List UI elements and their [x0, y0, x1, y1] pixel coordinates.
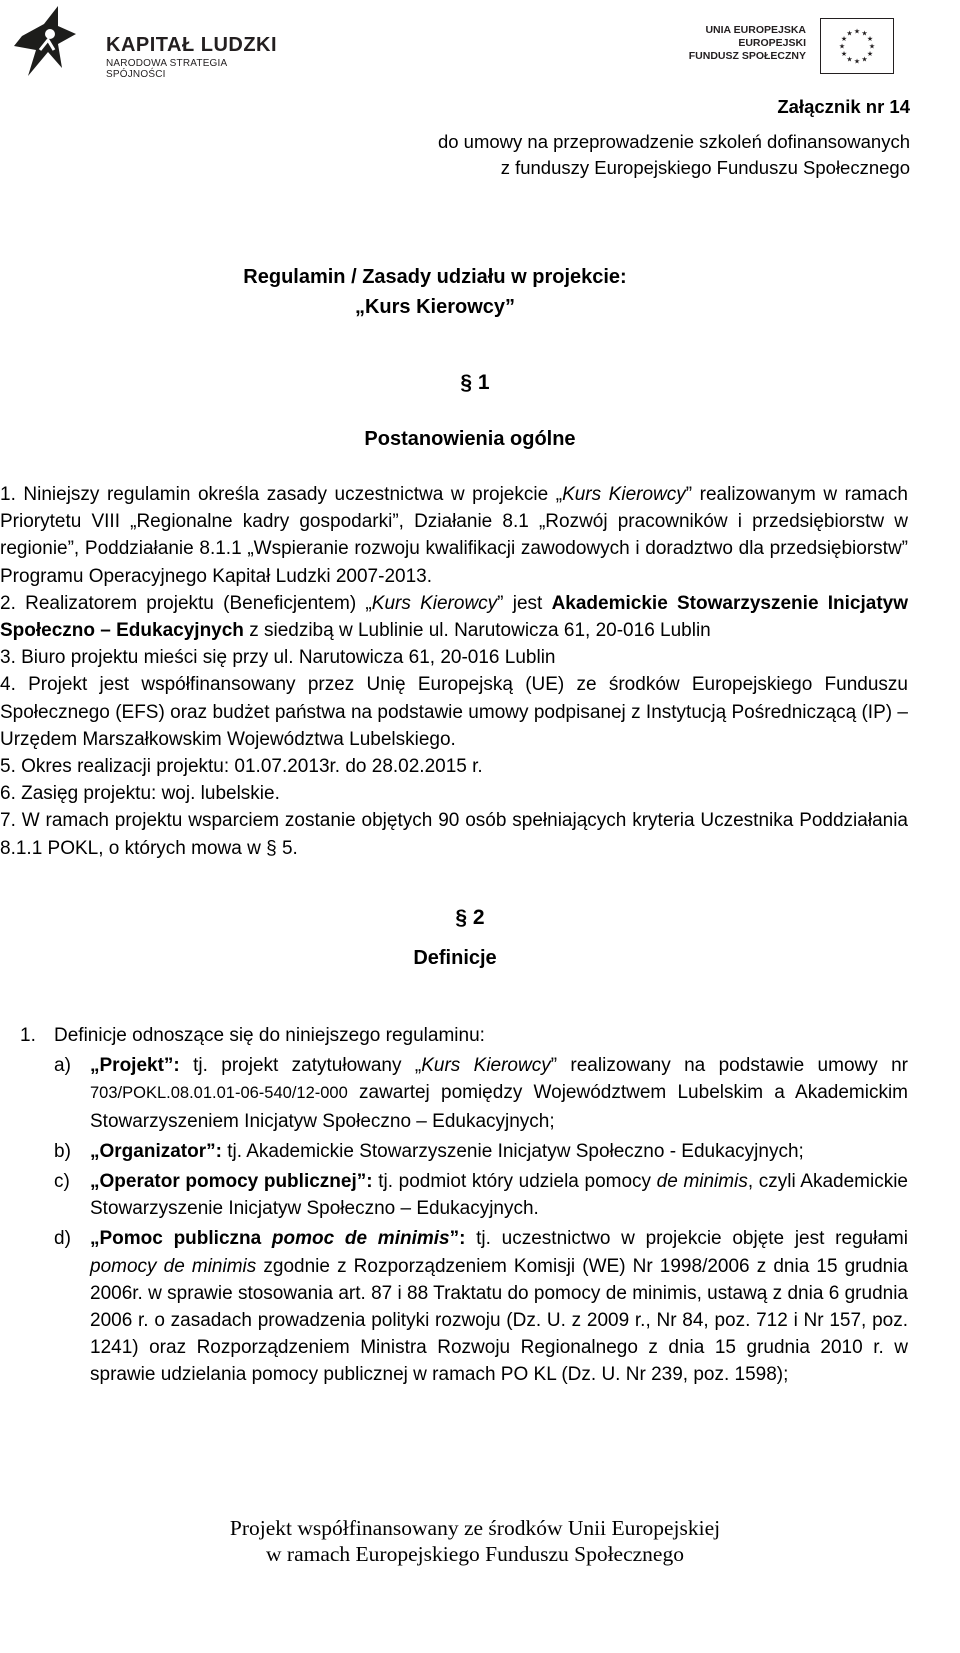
- text: zgodnie z Rozporządzeniem Komisji (WE) Nr 1998/2006 z dnia 15 grudnia 2006r. w sprawie stosowania art. 87 i 88 Traktatu do pomocy de minimis, ustawą z dnia 6 grudnia 2006 r. o zasadach prowadzenia polityki rozwoju (Dz. U. z 2009 r., Nr 84, poz. 712 i Nr 157, poz. 1241) oraz Rozporządzeniem Ministra Rozwoju Regionalnego z dnia 15 grudnia 2010 r. w sprawie udzielania pomocy publicznej w ramach PO KL (Dz. U. Nr 239, poz. 1598);: [90, 1255, 909, 1386]
- eu-star-icon: ★: [840, 36, 848, 43]
- text: zawartej pomiędzy Województwem Lubelskim a Akademickim Stowarzyszeniem Inicjatyw Społeczno – Edukacyjnych;: [90, 1082, 908, 1132]
- eu-star-icon: ★: [846, 56, 853, 64]
- project-name: Kurs Kierowcy: [562, 484, 686, 505]
- document-title: Regulamin / Zasady udziału w projekcie:: [243, 266, 627, 288]
- annex-title: Załącznik nr 14: [777, 96, 910, 117]
- logo-title: KAPITAŁ LUDZKI: [106, 34, 278, 56]
- section2-heading: Definicje: [413, 947, 497, 969]
- definition-term: „Operator pomocy publicznej”:: [90, 1171, 373, 1193]
- section1-point6: 6. Zasięg projektu: woj. lubelskie.: [0, 783, 280, 805]
- definition-operator: [20, 1168, 908, 1222]
- section1-heading: Postanowienia ogólne: [364, 428, 576, 450]
- text: 1. Niniejszy regulamin określa zasady uczestnictwa w projekcie „: [0, 484, 563, 505]
- footer-line1: Projekt współfinansowany ze środków Unii Europejskiej: [229, 1516, 721, 1540]
- eu-star-icon: ★: [853, 28, 861, 36]
- text: „Pomoc publiczna: [90, 1228, 272, 1250]
- eu-star-icon: ★: [866, 51, 874, 58]
- eu-star-icon: ★: [861, 56, 868, 64]
- section1-point1: [0, 481, 908, 590]
- section1-number: § 1: [460, 371, 490, 394]
- annex-line1: do umowy na przeprowadzenie szkoleń dofinansowanych: [437, 131, 910, 152]
- definition-projekt: [20, 1052, 908, 1135]
- list-label: a): [54, 1055, 71, 1077]
- organization-name: Akademickie Stowarzyszenie Inicjatyw Społeczno – Edukacyjnych: [0, 592, 909, 642]
- eu-logo-line2: EUROPEJSKI: [738, 37, 806, 49]
- definition-term: „Organizator”:: [90, 1140, 222, 1162]
- section1-point3: 3. Biuro projektu mieści się przy ul. Narutowicza 61, 20-016 Lublin: [0, 647, 556, 669]
- eu-logo-line3: FUNDUSZ SPOŁECZNY: [688, 50, 806, 62]
- contract-number: 703/POKL.08.01.01-06-540/12-000: [90, 1084, 348, 1103]
- eu-logo-line1: UNIA EUROPEJSKA: [705, 24, 806, 36]
- definition-term: [90, 1228, 465, 1249]
- eu-star-icon: ★: [840, 51, 848, 58]
- eu-star-icon: ★: [846, 30, 853, 38]
- list-label: b): [54, 1140, 71, 1162]
- text: ” realizowanym w ramach Priorytetu VIII „Regionalne kadry gospodarki”, Działanie 8.1 „Rozwój pracowników i przedsiębiorstw w regionie”, Poddziałanie 8.1.1 „Wspieranie rozwoju kwalifikacji zawodowych i doradztwo dla przedsiębiorstw” Programu Operacyjnego Kapitał Ludzki 2007-2013.: [0, 484, 908, 587]
- annex-line2: z funduszy Europejskiego Funduszu Społecznego: [500, 157, 910, 178]
- eu-star-icon: ★: [861, 30, 868, 38]
- kapital-ludzki-logo: [14, 6, 284, 80]
- list-label: c): [54, 1171, 70, 1193]
- text: ” jest: [497, 592, 552, 614]
- text: tj. Akademickie Stowarzyszenie Inicjatyw Społeczno - Edukacyjnych;: [221, 1140, 804, 1162]
- definition-term: „Projekt”:: [90, 1055, 180, 1077]
- text: z siedzibą w Lublinie ul. Narutowicza 61, 20-016 Lublin: [243, 620, 711, 642]
- logo-subtitle: NARODOWA STRATEGIA SPÓJNOŚCI: [106, 58, 227, 80]
- eu-logo-text: [689, 24, 806, 63]
- text: Definicje odnoszące się do niniejszego regulaminu:: [54, 1025, 485, 1046]
- definition-pomoc-publiczna: [20, 1225, 908, 1388]
- definition-organizator: [20, 1138, 908, 1165]
- section1-point7: 7. W ramach projektu wsparciem zostanie objętych 90 osób spełniających kryteria Uczestnika Poddziałania 8.1.1 POKL, o których mowa w § 5.: [0, 810, 908, 859]
- text: tj. podmiot który udziela pomocy: [372, 1171, 657, 1193]
- section1-point4: 4. Projekt jest współfinansowany przez Unię Europejską (UE) ze środków Europejskiego Funduszu Społecznego (EFS) oraz budżet państwa na podstawie umowy podpisanej z Instytucją Pośredniczącą (IP) – Urzędem Marszałkowskim Województwa Lubelskiego.: [0, 674, 908, 750]
- italic-term: pomocy de minimis: [90, 1255, 257, 1277]
- text: ”:: [449, 1228, 466, 1250]
- text: , czyli Akademickie Stowarzyszenie Inicjatyw Społeczno – Edukacyjnych.: [90, 1171, 908, 1220]
- project-name: Kurs Kierowcy: [421, 1055, 551, 1077]
- italic-term: pomoc de minimis: [271, 1228, 450, 1250]
- eu-star-icon: ★: [866, 36, 874, 43]
- star-figure-icon: [14, 6, 80, 76]
- eu-star-icon: ★: [853, 58, 861, 66]
- project-name: Kurs Kierowcy: [371, 592, 498, 614]
- list-number: 1.: [20, 1025, 36, 1046]
- section1-body: [0, 481, 908, 862]
- eu-logo: [680, 14, 902, 74]
- eu-flag-icon: [820, 18, 894, 74]
- text: tj. uczestnictwo w projekcie objęte jest regułami: [465, 1228, 908, 1250]
- definitions-lead: [20, 1022, 908, 1049]
- eu-star-icon: ★: [838, 43, 846, 51]
- definitions-list: [20, 1022, 908, 1389]
- section2-number: § 2: [455, 906, 485, 929]
- eu-star-icon: ★: [868, 43, 876, 51]
- italic-term: de minimis: [656, 1171, 748, 1193]
- text: 2. Realizatorem projektu (Beneficjentem) „: [0, 592, 372, 614]
- text: tj. projekt zatytułowany „: [179, 1055, 422, 1077]
- footer-line2: w ramach Europejskiego Funduszu Społecznego: [266, 1542, 684, 1566]
- section1-point5: 5. Okres realizacji projektu: 01.07.2013r. do 28.02.2015 r.: [0, 756, 483, 778]
- text: ” realizowany na podstawie umowy nr: [550, 1055, 908, 1077]
- document-title-project: „Kurs Kierowcy”: [354, 296, 516, 318]
- list-label: d): [54, 1228, 71, 1250]
- section1-point2: [0, 590, 908, 644]
